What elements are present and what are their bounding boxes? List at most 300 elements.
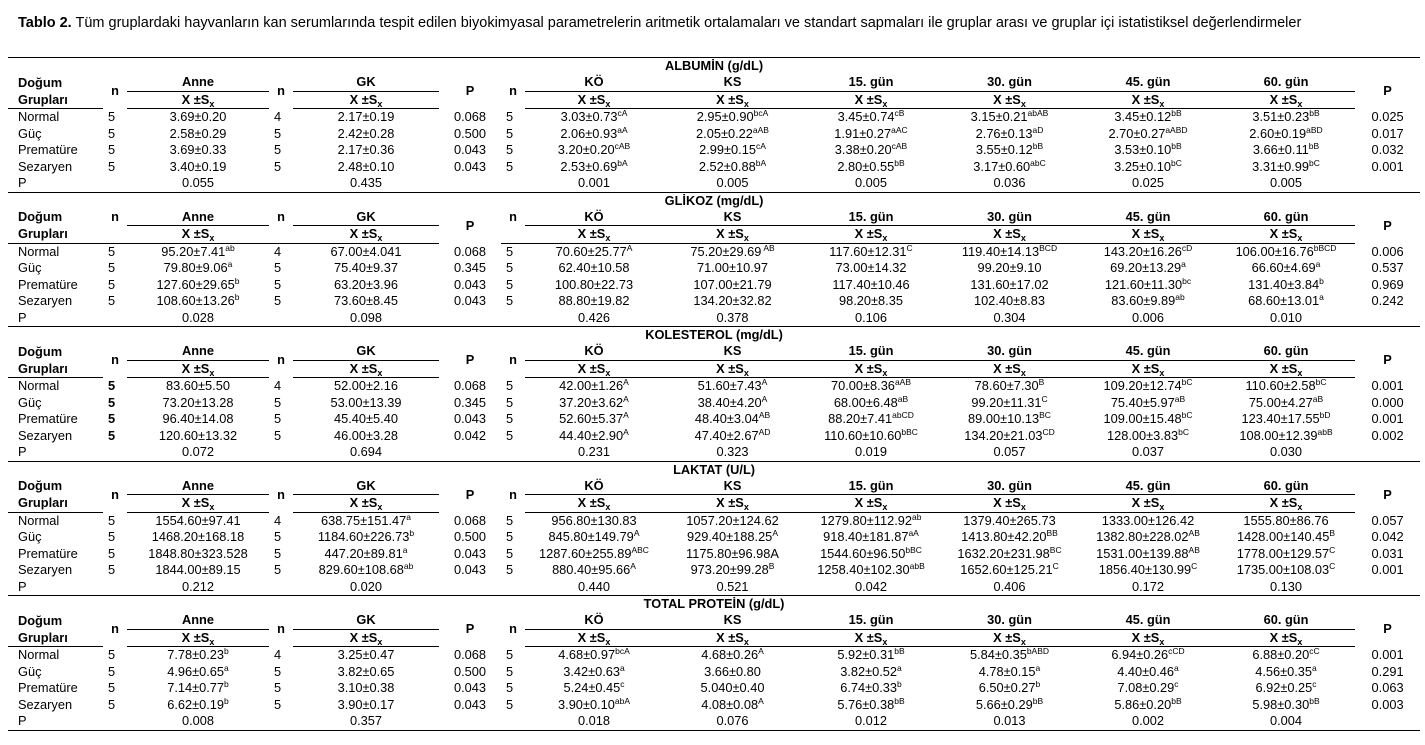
stat-subscript: x bbox=[1020, 98, 1026, 109]
cell-value: 120.60±13.32 bbox=[158, 427, 238, 443]
p-anne: 0.072 bbox=[127, 444, 269, 461]
stat-subscript: x bbox=[882, 233, 888, 244]
row-group: Normal bbox=[18, 378, 60, 394]
header-stat bbox=[663, 226, 802, 244]
cell-superscript: bA bbox=[755, 157, 767, 168]
cell-value: 83.60±9.89 bbox=[1111, 293, 1176, 309]
row-p: 0.068 bbox=[453, 378, 487, 393]
cell-value: 7.08±0.29 bbox=[1117, 680, 1175, 696]
stat-symbol: X ±S bbox=[716, 91, 744, 107]
cell-superscript: bB bbox=[894, 695, 905, 706]
cell-superscript: aB bbox=[1312, 393, 1324, 404]
header-stat bbox=[525, 629, 663, 647]
cell-superscript: bB bbox=[1308, 141, 1320, 152]
row-n: 4 bbox=[274, 243, 282, 259]
row-n: 5 bbox=[506, 562, 514, 578]
cell-superscript: bC bbox=[1178, 426, 1189, 437]
cell-superscript: bBC bbox=[905, 544, 922, 555]
cell-value: 108.00±12.39 bbox=[1239, 427, 1318, 443]
cell-superscript: A bbox=[772, 528, 778, 539]
cell-superscript: B bbox=[768, 561, 775, 572]
header-stat bbox=[802, 629, 940, 647]
row-anne bbox=[127, 378, 269, 395]
cell-superscript: A bbox=[626, 242, 633, 253]
header-anne: Anne bbox=[127, 209, 269, 226]
row-group: Sezaryen bbox=[18, 427, 73, 443]
header-g60: 60. gün bbox=[1217, 343, 1355, 360]
stat-subscript: x bbox=[377, 367, 383, 378]
row-ks bbox=[663, 647, 802, 664]
row-gk bbox=[293, 159, 439, 176]
cell-superscript: cB bbox=[894, 108, 905, 119]
cell-value: 1848.80±323.528 bbox=[148, 545, 248, 561]
table-row bbox=[8, 260, 1420, 277]
row-p: 0.031 bbox=[1371, 545, 1404, 561]
row-g30 bbox=[940, 142, 1079, 159]
cell-superscript: a bbox=[406, 511, 412, 522]
row-p: 0.042 bbox=[453, 427, 487, 443]
row-group: Güç bbox=[18, 394, 42, 410]
row-gk bbox=[293, 546, 439, 563]
stat-subscript: x bbox=[743, 233, 749, 244]
section-title: GLİKOZ (mg/dL) bbox=[664, 192, 764, 208]
caption-text: Tüm gruplardaki hayvanların kan serumlarında tespit edilen biyokimyasal parametrelerin aritmetik ortalamaları ve standart sapmaları ile gruplar arası ve gruplar içi istatistiksel değerlendirmeler bbox=[71, 15, 1302, 31]
stat-subscript: x bbox=[209, 636, 215, 647]
p-gk: 0.357 bbox=[293, 713, 439, 730]
section-title: KOLESTEROL (mg/dL) bbox=[645, 327, 783, 342]
header-ks: KS bbox=[663, 478, 802, 495]
row-g45 bbox=[1079, 428, 1217, 445]
row-g60 bbox=[1217, 428, 1355, 445]
header-p: P bbox=[1383, 352, 1392, 368]
row-n: 5 bbox=[274, 680, 282, 696]
row-gk bbox=[293, 428, 439, 445]
row-g60 bbox=[1217, 142, 1355, 159]
p-g30: 0.304 bbox=[940, 310, 1079, 327]
row-n: 5 bbox=[274, 276, 282, 292]
row-ko bbox=[525, 562, 663, 579]
row-group: Prematüre bbox=[18, 276, 78, 292]
p-ks: 0.323 bbox=[663, 444, 802, 461]
stat-symbol: X ±S bbox=[349, 495, 378, 511]
cell-superscript: cA bbox=[617, 108, 628, 119]
cell-value: 96.40±14.08 bbox=[162, 411, 234, 427]
row-g15 bbox=[802, 378, 940, 395]
row-n: 5 bbox=[108, 512, 116, 528]
cell-superscript: bC bbox=[1315, 377, 1327, 388]
stat-subscript: x bbox=[605, 502, 611, 513]
p-gk: 0.098 bbox=[293, 310, 439, 327]
cell-superscript: cAB bbox=[614, 141, 631, 152]
header-row bbox=[8, 91, 1420, 109]
header-row bbox=[8, 360, 1420, 378]
cell-value: 48.40±3.04 bbox=[694, 411, 759, 427]
row-ko bbox=[525, 428, 663, 445]
cell-value: 131.40±3.84 bbox=[1248, 276, 1320, 292]
table-caption bbox=[18, 14, 1418, 33]
table-row bbox=[8, 647, 1420, 664]
row-n: 5 bbox=[274, 293, 282, 309]
cell-value: 1379.40±265.73 bbox=[963, 512, 1056, 528]
header-group: Grupları bbox=[8, 91, 103, 109]
cell-superscript: A bbox=[758, 646, 764, 657]
row-n: 5 bbox=[506, 663, 514, 679]
stat-subscript: x bbox=[882, 502, 888, 513]
stat-symbol: X ±S bbox=[854, 495, 883, 511]
cell-value: 68.00±6.48 bbox=[833, 394, 898, 410]
cell-value: 3.69±0.20 bbox=[169, 109, 227, 125]
header-stat bbox=[525, 360, 663, 378]
cell-superscript: a bbox=[1319, 292, 1324, 303]
header-stat bbox=[293, 495, 439, 513]
row-group: Prematüre bbox=[18, 142, 78, 158]
row-g30 bbox=[940, 411, 1079, 428]
p-g30: 0.036 bbox=[940, 175, 1079, 192]
stat-symbol: X ±S bbox=[854, 629, 883, 645]
cell-value: 1382.80±228.02 bbox=[1096, 529, 1189, 545]
stat-symbol: X ±S bbox=[181, 360, 210, 376]
row-n: 5 bbox=[274, 562, 282, 578]
cell-superscript: bc bbox=[1182, 275, 1192, 286]
row-anne bbox=[127, 512, 269, 529]
row-g15 bbox=[802, 512, 940, 529]
p-row bbox=[8, 310, 1420, 327]
row-group: Prematüre bbox=[18, 545, 78, 561]
cell-superscript: bcA bbox=[753, 108, 769, 119]
p-g30: 0.013 bbox=[940, 713, 1079, 730]
row-group: Güç bbox=[18, 125, 42, 141]
header-blank bbox=[103, 226, 127, 244]
cell-value: 2.60±0.19 bbox=[1249, 125, 1307, 141]
header-g30: 30. gün bbox=[940, 343, 1079, 360]
stat-subscript: x bbox=[209, 98, 215, 109]
row-n: 5 bbox=[506, 243, 514, 259]
cell-value: 4.56±0.35 bbox=[1255, 663, 1313, 679]
cell-superscript: abB bbox=[1317, 426, 1333, 437]
stat-symbol: X ±S bbox=[716, 495, 744, 511]
header-p: P bbox=[465, 621, 475, 637]
cell-superscript: b bbox=[409, 528, 415, 539]
row-g45 bbox=[1079, 546, 1217, 563]
cell-value: 3.51±0.23 bbox=[1252, 109, 1310, 125]
row-p: 0.068 bbox=[453, 512, 487, 528]
header-ks: KS bbox=[663, 343, 802, 360]
header-row bbox=[8, 629, 1420, 647]
cell-value: 88.20±7.41 bbox=[828, 411, 893, 427]
row-ks bbox=[663, 277, 802, 294]
row-n: 5 bbox=[274, 394, 282, 410]
cell-value: 4.96±0.65 bbox=[167, 663, 225, 679]
row-p: 0.042 bbox=[1371, 529, 1404, 545]
row-gk bbox=[293, 293, 439, 310]
header-group: Doğum bbox=[18, 74, 63, 90]
cell-value: 143.20±16.26 bbox=[1103, 243, 1182, 259]
row-g15 bbox=[802, 395, 940, 412]
row-ks bbox=[663, 546, 802, 563]
row-anne bbox=[127, 647, 269, 664]
cell-value: 1531.00±139.88 bbox=[1096, 545, 1189, 561]
table-row bbox=[8, 243, 1420, 260]
cell-value: 2.06±0.93 bbox=[560, 125, 618, 141]
section-title-row bbox=[8, 596, 1420, 613]
row-group: Güç bbox=[18, 663, 42, 679]
stat-symbol: X ±S bbox=[181, 495, 210, 511]
header-ko: KÖ bbox=[525, 612, 663, 629]
row-g45 bbox=[1079, 664, 1217, 681]
cell-value: 1.91±0.27 bbox=[834, 125, 892, 141]
cell-value: 131.60±17.02 bbox=[970, 276, 1049, 292]
stat-subscript: x bbox=[605, 233, 611, 244]
row-n: 5 bbox=[108, 529, 116, 545]
row-gk bbox=[293, 142, 439, 159]
p-g60: 0.004 bbox=[1217, 713, 1355, 730]
stat-subscript: x bbox=[743, 367, 749, 378]
row-anne bbox=[127, 126, 269, 143]
row-g60 bbox=[1217, 395, 1355, 412]
header-n: n bbox=[509, 352, 517, 368]
header-n: n bbox=[277, 352, 285, 368]
cell-value: 973.20±99.28 bbox=[690, 562, 769, 578]
row-g45 bbox=[1079, 126, 1217, 143]
cell-value: 6.94±0.26 bbox=[1111, 647, 1169, 663]
cell-value: 69.20±13.29 bbox=[1110, 260, 1182, 276]
cell-value: 2.17±0.19 bbox=[337, 109, 395, 125]
row-group: Sezaryen bbox=[18, 696, 73, 712]
header-ko: KÖ bbox=[525, 478, 663, 495]
cell-superscript: C bbox=[1052, 561, 1059, 572]
stat-subscript: x bbox=[1020, 636, 1026, 647]
row-g45 bbox=[1079, 109, 1217, 126]
header-g45: 45. gün bbox=[1079, 478, 1217, 495]
section-title-row bbox=[8, 58, 1420, 75]
row-ko bbox=[525, 126, 663, 143]
cell-value: 3.90±0.17 bbox=[337, 696, 395, 712]
row-g45 bbox=[1079, 260, 1217, 277]
row-n: 5 bbox=[108, 411, 116, 427]
stat-subscript: x bbox=[1159, 502, 1165, 513]
cell-value: 68.60±13.01 bbox=[1248, 293, 1320, 309]
cell-value: 78.60±7.30 bbox=[974, 378, 1039, 394]
p-ko: 0.001 bbox=[525, 175, 663, 192]
header-n: n bbox=[277, 83, 285, 99]
header-stat bbox=[293, 91, 439, 109]
cell-superscript: c bbox=[620, 679, 625, 690]
row-g60 bbox=[1217, 647, 1355, 664]
cell-value: 109.00±15.48 bbox=[1103, 411, 1182, 427]
cell-value: 70.60±25.77 bbox=[555, 243, 627, 259]
cell-superscript: A bbox=[761, 393, 768, 404]
row-n: 5 bbox=[108, 109, 116, 124]
row-g45 bbox=[1079, 529, 1217, 546]
row-p: 0.500 bbox=[453, 663, 487, 679]
cell-superscript: aAB bbox=[752, 124, 769, 135]
stat-subscript: x bbox=[605, 98, 611, 109]
header-p: P bbox=[465, 352, 475, 368]
row-gk bbox=[293, 277, 439, 294]
header-stat bbox=[940, 495, 1079, 513]
cell-value: 3.82±0.65 bbox=[337, 663, 395, 679]
row-p: 0.057 bbox=[1371, 512, 1404, 528]
cell-value: 2.70±0.27 bbox=[1108, 125, 1166, 141]
row-p: 0.001 bbox=[1371, 647, 1404, 662]
header-stat bbox=[802, 226, 940, 244]
cell-value: 4.68±0.97 bbox=[558, 647, 616, 663]
row-g45 bbox=[1079, 395, 1217, 412]
row-anne bbox=[127, 260, 269, 277]
cell-value: 5.84±0.35 bbox=[969, 647, 1027, 663]
stat-subscript: x bbox=[882, 98, 888, 109]
header-n: n bbox=[509, 621, 517, 637]
row-n: 5 bbox=[108, 260, 116, 276]
stat-symbol: X ±S bbox=[577, 629, 606, 645]
cell-superscript: ab bbox=[1175, 292, 1185, 303]
cell-superscript: bC bbox=[1181, 410, 1193, 421]
row-n: 5 bbox=[506, 158, 514, 174]
row-p: 0.006 bbox=[1371, 243, 1404, 259]
header-n: n bbox=[509, 83, 517, 99]
p-ko: 0.440 bbox=[525, 579, 663, 596]
header-stat bbox=[1217, 91, 1355, 109]
row-g15 bbox=[802, 680, 940, 697]
cell-superscript: a bbox=[227, 259, 233, 270]
cell-value: 52.60±5.37 bbox=[559, 411, 624, 427]
cell-value: 63.20±3.96 bbox=[334, 276, 398, 292]
cell-superscript: AB bbox=[1188, 528, 1200, 539]
cell-value: 6.62±0.19 bbox=[167, 696, 225, 712]
section-title-row bbox=[8, 192, 1420, 209]
cell-superscript: c bbox=[1312, 679, 1317, 690]
stat-subscript: x bbox=[377, 233, 383, 244]
p-ks: 0.076 bbox=[663, 713, 802, 730]
cell-value: 52.00±2.16 bbox=[334, 378, 398, 394]
cell-value: 3.82±0.52 bbox=[840, 663, 898, 679]
cell-value: 44.40±2.90 bbox=[559, 427, 624, 443]
cell-value: 1735.00±108.03 bbox=[1236, 562, 1330, 578]
table-row bbox=[8, 159, 1420, 176]
header-gk: GK bbox=[293, 343, 439, 360]
row-g15 bbox=[802, 411, 940, 428]
header-anne: Anne bbox=[127, 74, 269, 91]
header-group: Doğum bbox=[18, 209, 63, 224]
cell-value: 929.40±188.25 bbox=[687, 529, 773, 545]
cell-value: 46.00±3.28 bbox=[334, 427, 398, 443]
table-row bbox=[8, 664, 1420, 681]
cell-value: 3.17±0.60 bbox=[973, 158, 1031, 174]
cell-value: 1279.80±112.92 bbox=[820, 512, 912, 528]
row-g45 bbox=[1079, 243, 1217, 260]
row-p: 0.043 bbox=[453, 411, 487, 427]
cell-value: 880.40±95.66 bbox=[552, 562, 631, 578]
cell-superscript: bB bbox=[1309, 695, 1320, 706]
cell-superscript: a bbox=[402, 544, 408, 555]
p-row bbox=[8, 579, 1420, 596]
row-n: 5 bbox=[506, 529, 514, 545]
cell-superscript: B bbox=[1038, 377, 1045, 388]
stat-symbol: X ±S bbox=[181, 629, 210, 645]
cell-value: 638.75±151.47 bbox=[320, 512, 407, 528]
p-g15: 0.106 bbox=[802, 310, 940, 327]
cell-superscript: bA bbox=[617, 157, 628, 168]
row-p: 0.000 bbox=[1371, 394, 1404, 410]
header-stat bbox=[1217, 495, 1355, 513]
header-n: n bbox=[111, 621, 119, 637]
header-n: n bbox=[111, 83, 119, 99]
header-p: P bbox=[465, 83, 475, 99]
cell-value: 5.040±0.40 bbox=[700, 680, 765, 696]
row-anne bbox=[127, 277, 269, 294]
row-g15 bbox=[802, 243, 940, 260]
row-n: 5 bbox=[506, 378, 514, 393]
row-ko bbox=[525, 680, 663, 697]
row-p: 0.043 bbox=[453, 293, 487, 309]
p-row-label: P bbox=[8, 579, 103, 596]
cell-value: 2.05±0.22 bbox=[696, 125, 753, 141]
row-g15 bbox=[802, 697, 940, 714]
row-ko bbox=[525, 411, 663, 428]
header-stat bbox=[940, 360, 1079, 378]
cell-value: 107.00±21.79 bbox=[693, 276, 772, 292]
header-gk: GK bbox=[293, 74, 439, 91]
cell-superscript: bC bbox=[1308, 157, 1320, 168]
cell-value: 47.40±2.67 bbox=[694, 427, 759, 443]
stat-symbol: X ±S bbox=[1131, 495, 1160, 511]
cell-value: 75.00±4.27 bbox=[1248, 394, 1313, 410]
cell-superscript: b bbox=[1319, 275, 1324, 286]
header-n: n bbox=[111, 209, 119, 224]
row-g30 bbox=[940, 562, 1079, 579]
header-group: Doğum bbox=[18, 612, 63, 628]
cell-value: 3.45±0.74 bbox=[837, 109, 895, 125]
row-p: 0.043 bbox=[453, 562, 487, 578]
cell-superscript: bBC bbox=[901, 426, 918, 437]
section-title: ALBUMİN (g/dL) bbox=[8, 58, 1420, 75]
header-stat bbox=[127, 495, 269, 513]
row-g15 bbox=[802, 647, 940, 664]
cell-superscript: A bbox=[761, 377, 768, 388]
stat-symbol: X ±S bbox=[1269, 226, 1298, 242]
cell-value: 109.20±12.74 bbox=[1103, 378, 1182, 394]
p-ks: 0.521 bbox=[663, 579, 802, 596]
cell-value: 2.76±0.13 bbox=[975, 125, 1033, 141]
cell-value: 4.40±0.46 bbox=[1117, 663, 1175, 679]
cell-superscript: C bbox=[906, 242, 913, 253]
header-stat bbox=[940, 226, 1079, 244]
row-n: 5 bbox=[108, 562, 116, 578]
p-g45: 0.172 bbox=[1079, 579, 1217, 596]
cell-value: 2.53±0.69 bbox=[560, 158, 618, 174]
row-n: 5 bbox=[274, 545, 282, 561]
cell-value: 3.40±0.19 bbox=[169, 158, 227, 174]
header-g30: 30. gün bbox=[940, 74, 1079, 91]
row-g60 bbox=[1217, 512, 1355, 529]
header-g15: 15. gün bbox=[802, 74, 940, 91]
cell-superscript: A bbox=[623, 377, 629, 388]
row-g60 bbox=[1217, 546, 1355, 563]
cell-superscript: b bbox=[1035, 679, 1041, 690]
stat-symbol: X ±S bbox=[577, 226, 606, 242]
row-anne bbox=[127, 428, 269, 445]
cell-value: 123.40±17.55 bbox=[1241, 411, 1320, 427]
cell-value: 119.40±14.13 bbox=[961, 243, 1040, 259]
cell-superscript: A bbox=[633, 528, 640, 539]
row-ks bbox=[663, 562, 802, 579]
row-group: Prematüre bbox=[18, 411, 78, 427]
row-group: Güç bbox=[18, 260, 42, 276]
row-p: 0.001 bbox=[1371, 158, 1404, 174]
row-g45 bbox=[1079, 680, 1217, 697]
cell-value: 1554.60±97.41 bbox=[155, 512, 241, 528]
row-n: 5 bbox=[506, 293, 514, 309]
